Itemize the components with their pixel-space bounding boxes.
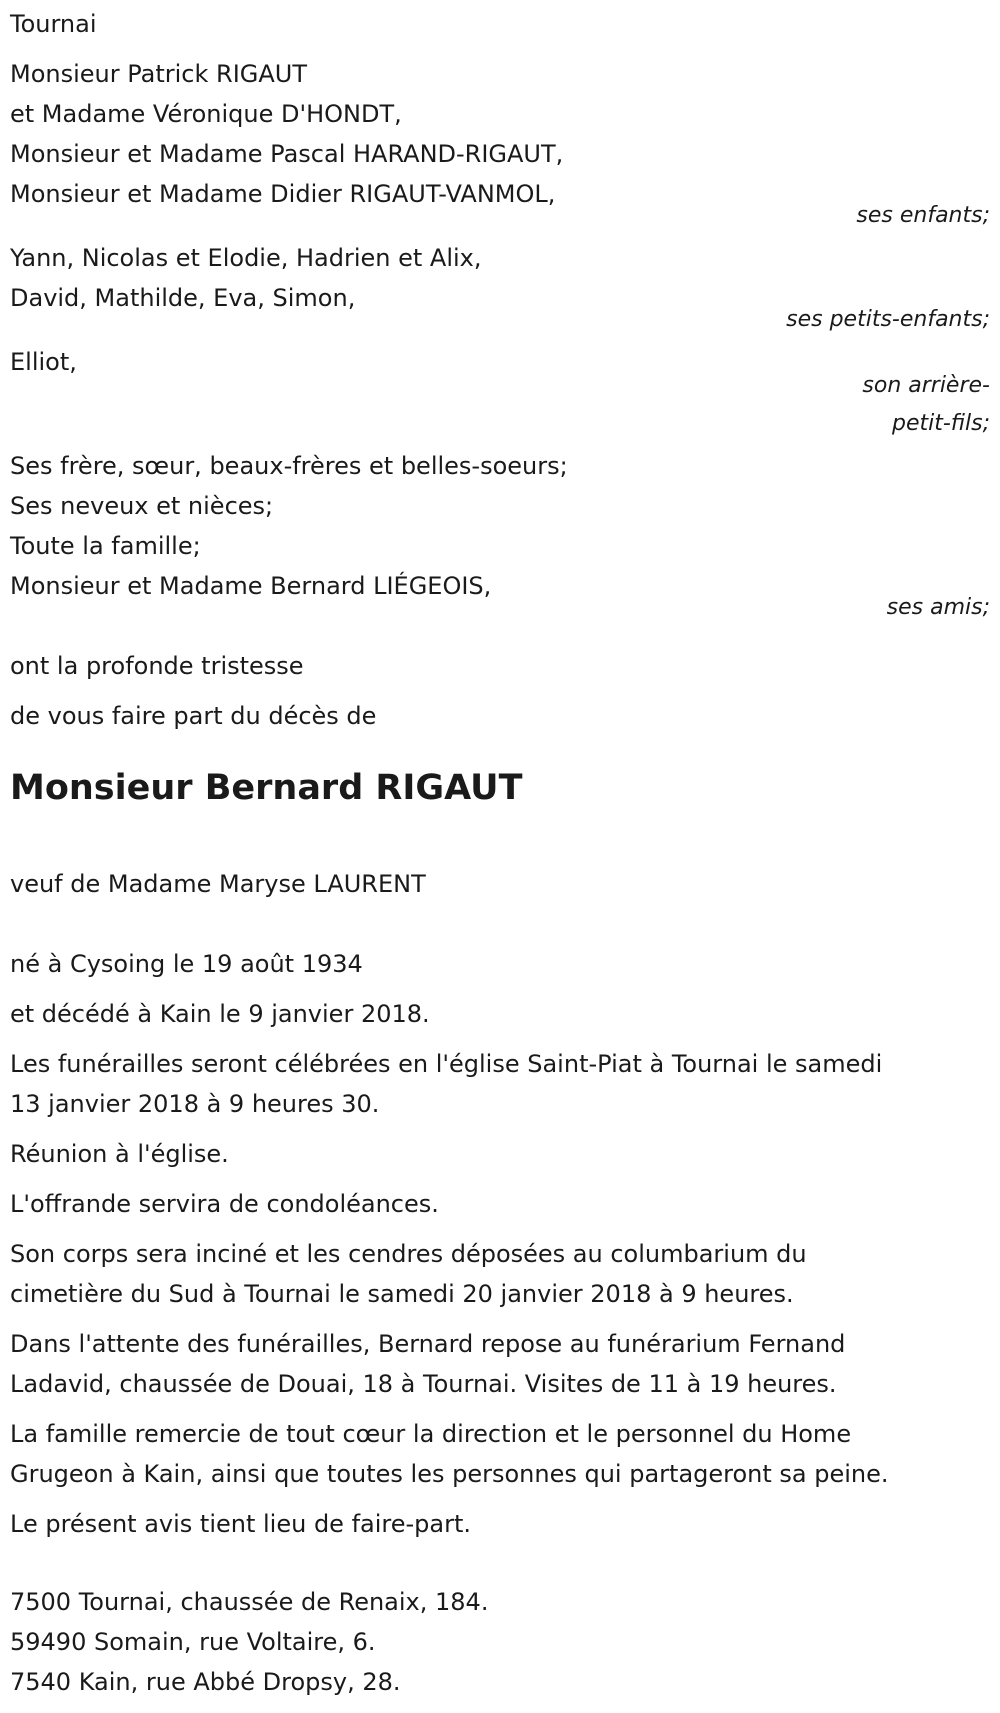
- grandchildren-role: ses petits-enfants;: [786, 307, 990, 332]
- child-line: Monsieur Patrick RIGAUT: [10, 60, 308, 88]
- great-grandchild-role: petit-fils;: [891, 411, 990, 436]
- child-line: Monsieur et Madame Pascal HARAND-RIGAUT,: [10, 140, 564, 168]
- friends-role: ses amis;: [886, 595, 990, 620]
- relatives-line: Ses neveux et nièces;: [10, 492, 274, 520]
- announcement-line: de vous faire part du décès de: [10, 702, 377, 730]
- great-grandchild-line: Elliot,: [10, 348, 77, 376]
- relatives-line: Ses frère, sœur, beaux-frères et belles-soeurs;: [10, 452, 568, 480]
- deceased-name: Monsieur Bernard RIGAUT: [10, 768, 523, 808]
- spouse-line: veuf de Madame Maryse LAURENT: [10, 870, 426, 898]
- child-line: Monsieur et Madame Didier RIGAUT-VANMOL,: [10, 180, 556, 208]
- relatives-line: Toute la famille;: [10, 532, 201, 560]
- detail-line: Réunion à l'église.: [10, 1140, 229, 1168]
- city-heading: Tournai: [10, 10, 97, 38]
- grandchild-line: David, Mathilde, Eva, Simon,: [10, 284, 356, 312]
- detail-line: Son corps sera inciné et les cendres déposées au columbarium du: [10, 1240, 807, 1268]
- relatives-line: Monsieur et Madame Bernard LIÉGEOIS,: [10, 572, 492, 600]
- detail-line: L'offrande servira de condoléances.: [10, 1190, 439, 1218]
- detail-line: 13 janvier 2018 à 9 heures 30.: [10, 1090, 380, 1118]
- detail-line: né à Cysoing le 19 août 1934: [10, 950, 363, 978]
- detail-line: Le présent avis tient lieu de faire-part.: [10, 1510, 472, 1538]
- detail-line: Ladavid, chaussée de Douai, 18 à Tournai. Visites de 11 à 19 heures.: [10, 1370, 837, 1398]
- child-line: et Madame Véronique D'HONDT,: [10, 100, 402, 128]
- detail-line: Grugeon à Kain, ainsi que toutes les personnes qui partageront sa peine.: [10, 1460, 889, 1488]
- detail-line: La famille remercie de tout cœur la direction et le personnel du Home: [10, 1420, 852, 1448]
- detail-line: cimetière du Sud à Tournai le samedi 20 janvier 2018 à 9 heures.: [10, 1280, 794, 1308]
- announcement-line: ont la profonde tristesse: [10, 652, 304, 680]
- address-line: 7500 Tournai, chaussée de Renaix, 184.: [10, 1588, 489, 1616]
- children-role: ses enfants;: [856, 203, 990, 228]
- grandchild-line: Yann, Nicolas et Elodie, Hadrien et Alix,: [10, 244, 482, 272]
- detail-line: Les funérailles seront célébrées en l'église Saint-Piat à Tournai le samedi: [10, 1050, 883, 1078]
- great-grandchild-role: son arrière-: [862, 373, 990, 398]
- detail-line: Dans l'attente des funérailles, Bernard repose au funérarium Fernand: [10, 1330, 846, 1358]
- address-line: 7540 Kain, rue Abbé Dropsy, 28.: [10, 1668, 401, 1696]
- address-line: 59490 Somain, rue Voltaire, 6.: [10, 1628, 376, 1656]
- detail-line: et décédé à Kain le 9 janvier 2018.: [10, 1000, 430, 1028]
